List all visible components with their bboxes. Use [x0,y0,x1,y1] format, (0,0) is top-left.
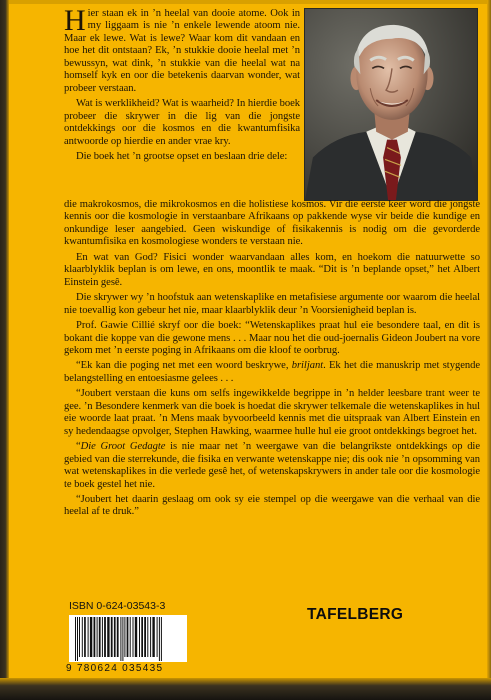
paragraph-text: “Ek kan die poging net met een woord beskrywe, [76,360,292,372]
barcode-bar [104,617,106,657]
cover-bottom-edge [0,678,491,700]
barcode-bar [152,617,154,657]
body-paragraph: “Joubert verstaan die kuns om selfs ingewikkelde begrippe in ’n helder leesbare trant weer te gee. ’n Besondere kenmerk van die boek is hoedat die skrywer telkemale die wetenskaplikes in hul eie woorde laat praat. ’n Mens maak byvoorbeeld kennis met die uitspraak van Albert Einstein en sy hedendaagse opvolger, Stephen Hawking, waarmee hulle hul eie groot ontdekkings begroet het. [64,388,480,437]
barcode-bar [133,617,134,657]
paragraph-text: is nie maar net ’n weergawe van die belangrikste ontdekkings op die gebied van die sterrekunde, die fisika en verwante wetenskappe nie; dis ook nie ’n opsomming van wat wetenskaplikes in die verlede gesê het, of wetenskapskrywers in ander tale oor die kosmologie te boek gestel het nie. [64,441,480,490]
barcode-bar [135,617,137,657]
ean-barcode-icon [69,615,187,662]
body-paragraph [64,360,480,385]
body-text-column [64,199,480,519]
barcode-bar [124,617,125,657]
barcode-bar [94,617,96,657]
barcode-bar [97,617,98,657]
barcode-bar [90,617,92,657]
barcode-bar [120,617,121,661]
intro-paragraph [64,4,300,95]
barcode-bar [88,617,89,657]
emphasis-text: briljant [291,360,324,372]
body-paragraph: “Joubert het daarin geslaag om ook sy eie stempel op die weergawe van die verhaal van die heelal af te druk.” [64,493,480,518]
paragraph-text: . Ek het die manuskrip met stygende belangstelling en entoesiasme gelees . . . [64,360,480,384]
intro-paragraph: Wat is werklikheid? Wat is waarheid? In hierdie boek probeer die skrywer in die lig van die jongste ontdekkings oor die kosmos en die kwantumfisika antwoorde op hierdie en ander vrae kry. [64,98,300,147]
barcode-bar [77,617,78,661]
barcode-bar [117,617,119,657]
drop-cap-letter: H [64,4,86,37]
cover-left-edge [0,0,9,700]
barcode-bar [127,617,129,657]
barcode-bar [102,617,103,657]
body-paragraph: En wat van God? Fisici wonder waarvandaan alles kom, en hoekom die natuurwette so klaarblyklik beplan is om lewe, en ons, moontlik te maak. “Dit is ’n beplande opset,” het Albert Einstein gesê. [64,251,480,288]
barcode-digits: 9 780624 035435 [66,663,164,674]
barcode-bar [130,617,131,657]
body-paragraph: Die skrywer wy ’n hoofstuk aan wetenskaplike en metafisiese argumente oor waarom die heelal nie toevallig kon gebeur het nie, maar klaarblyklik deur ’n Voorsienigheid beplan is. [64,292,480,316]
barcode-bar [107,617,109,657]
intro-paragraph: Die boek het ’n grootse opset en beslaan drie dele: [76,150,288,162]
cover-right-edge [487,0,491,700]
barcode-bar [114,617,116,657]
paragraph-text: ier staan ek in ’n heelal van dooie atome. Ook in my liggaam is nie ’n enkele lewende atoom nie. Maar ek lewe. Wat is lewe? Waar kom dit vandaan en hoe het dit ontstaan? Ek, ’n stukkie dooie heelal met ’n bewussyn, wat dink, ’n stukkie van die heelal wat na homself kyk en oor die betekenis daarvan wonder, wat probeer verstaan. [64,8,300,94]
barcode-bar [150,617,151,657]
barcode-bar [159,617,160,661]
barcode-bar [75,617,76,661]
intro-text-column [64,4,300,163]
barcode-bar [84,617,86,657]
barcode-bar [157,617,158,657]
barcode-bar [99,617,101,657]
barcode-bar [139,617,140,657]
author-portrait-icon [304,8,478,201]
paragraph-text: “ [76,441,81,453]
barcode-bar [82,617,83,657]
body-paragraph [64,441,480,491]
barcode-bar [141,617,143,657]
body-paragraph: die makrokosmos, die mikrokosmos en die holistiese kosmos. Vir die eerste keer word die jongste kennis oor die kosmologie in verstaanbare Afrikaans op pakkende wyse vir beide die kundige en onkundige leser aangebied. Geen wiskundige of fisikakennis is nodig om die gevorderde kwantumfisika en kosmologiese wonders te verstaan nie. [64,199,480,248]
barcode-bar [144,617,146,657]
body-paragraph: Prof. Gawie Cillié skryf oor die boek: “Wetenskaplikes praat hul eie besondere taal, en dit is bokant die koppe van die gewone mens . . . Maar nou het die oud-joernalis Gideon Joubert na vore gekom met ’n eerste poging in Afrikaans om die kloof te oorbrug. [64,320,480,356]
barcode-bar [147,617,148,657]
barcode-bar [161,617,162,661]
barcode-bar [122,617,123,661]
book-title-emphasis: Die Groot Gedagte [80,441,166,453]
isbn-label: ISBN 0-624-03543-3 [69,600,166,612]
publisher-name: TAFELBERG [307,606,404,623]
barcode-bar [79,617,80,657]
barcode-bar [111,617,113,657]
